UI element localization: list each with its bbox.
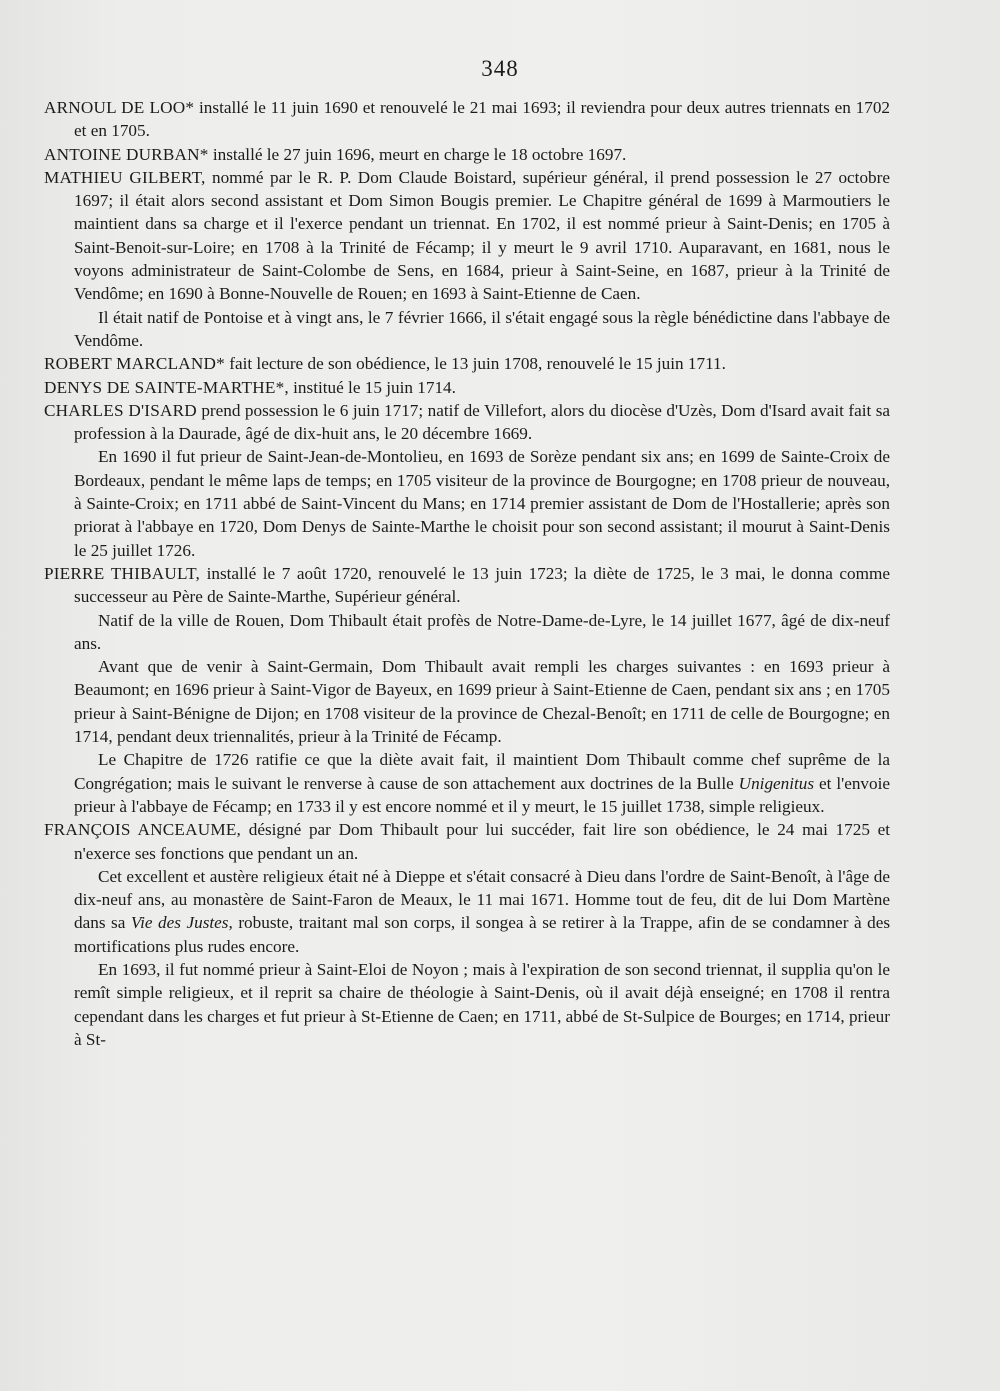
italic-title: Vie des Justes	[130, 913, 229, 933]
entry-paragraph: Cet excellent et austère religieux était né à Dieppe et s'était consacré à Dieu dans l'ordre de Saint-Benoît, à l'âge de dix-neuf ans, au monastère de Saint-Faron de Meaux, le 11 mai 1671. Homme tout de feu, dit de lui Dom Martène dans sa Vie des Justes, robuste, traitant mal son corps, il songea à se retirer à la Trappe, afin de se condamner à des mortifications plus rudes encore.	[74, 866, 891, 956]
entry-paragraph: Avant que de venir à Saint-Germain, Dom Thibault avait rempli les charges suivantes : en 1693 prieur à Beaumont; en 1696 prieur à Saint-Vigor de Bayeux, en 1699 prieur à Saint-Etienne de Caen, pendant six ans ; en 1705 prieur à Saint-Bénigne de Dijon; en 1708 visiteur de la province de Chezal-Benoît; en 1711 de celle de Bourgogne; en 1714, pendant deux triennalités, prieur à la Trinité de Fécamp.	[74, 657, 890, 747]
entry-first-paragraph: FRANÇOIS ANCEAUME, désigné par Dom Thibault pour lui succéder, fait lire son obédience, le 24 mai 1725 et n'exerce ses fonctions que pendant un an.	[44, 820, 891, 863]
entry-name: MATHIEU GILBERT,	[44, 167, 206, 187]
entry-paragraph: Natif de la ville de Rouen, Dom Thibault était profès de Notre-Dame-de-Lyre, le 14 juillet 1677, âgé de dix-neuf ans.	[74, 610, 890, 653]
entry-name: DENYS DE SAINTE-MARTHE*,	[44, 377, 289, 397]
page-number: 348	[481, 56, 519, 81]
entry	[44, 562, 890, 818]
entry-name: PIERRE THIBAULT,	[44, 563, 201, 583]
entry-name: FRANÇOIS ANCEAUME,	[44, 820, 242, 840]
entry	[44, 376, 890, 399]
italic-title: Unigenitus	[738, 773, 815, 793]
entry-first-paragraph: ARNOUL DE LOO* installé le 11 juin 1690 et renouvelé le 21 mai 1693; il reviendra pour deux autres triennats en 1702 et en 1705.	[44, 98, 891, 141]
entry	[44, 352, 890, 375]
entry-paragraph: Le Chapitre de 1726 ratifie ce que la diète avait fait, il maintient Dom Thibault comme chef suprême de la Congrégation; mais le suivant le renverse à cause de son attachement aux doctrines de la Bulle Unigenitus et l'envoie prieur à l'abbaye de Fécamp; en 1733 il y est encore nommé et il y meurt, le 15 juillet 1738, simple religieux.	[74, 750, 891, 816]
entry-name: ROBERT MARCLAND*	[44, 354, 225, 374]
entry	[44, 399, 890, 562]
entry-paragraph: En 1693, il fut nommé prieur à Saint-Eloi de Noyon ; mais à l'expiration de son second triennat, il supplia qu'on le remît simple religieux, et il reprit sa chaire de théologie à Saint-Denis, où il avait déjà enseigné; en 1708 il rentra cependant dans les charges et fut prieur à St-Etienne de Caen; en 1711, abbé de St-Sulpice de Bourges; en 1714, prieur à St-	[74, 959, 890, 1049]
entry-first-paragraph: CHARLES D'ISARD prend possession le 6 juin 1717; natif de Villefort, alors du diocèse d'Uzès, Dom d'Isard avait fait sa profession à la Daurade, âgé de dix-huit ans, le 20 décembre 1669.	[44, 400, 891, 444]
entry	[44, 143, 890, 166]
entry-name: ARNOUL DE LOO*	[44, 98, 195, 117]
entry-name: ANTOINE DURBAN*	[44, 144, 209, 164]
entry	[44, 166, 890, 352]
entry-name: CHARLES D'ISARD	[44, 400, 197, 420]
entry-paragraph: Il était natif de Pontoise et à vingt ans, le 7 février 1666, il s'était engagé sous la règle bénédictine dans l'abbaye de Vendôme.	[74, 307, 890, 350]
entry	[44, 96, 890, 143]
entry-first-paragraph: ROBERT MARCLAND* fait lecture de son obédience, le 13 juin 1708, renouvelé le 15 juin 1711.	[44, 354, 726, 374]
entry-first-paragraph: PIERRE THIBAULT, installé le 7 août 1720, renouvelé le 13 juin 1723; la diète de 1725, le 3 mai, le donna comme successeur au Père de Sainte-Marthe, Supérieur général.	[44, 563, 891, 607]
entry-first-paragraph: MATHIEU GILBERT, nommé par le R. P. Dom Claude Boistard, supérieur général, il prend possession le 27 octobre 1697; il était alors second assistant et Dom Simon Bougis premier. Le Chapitre général de 1699 à Marmoutiers le maintient dans sa charge et il l'exerce pendant un triennat. En 1702, il est nommé prieur à Saint-Denis; en 1705 à Saint-Benoit-sur-Loire; en 1708 à la Trinité de Fécamp; il y meurt le 9 avril 1710. Auparavant, en 1681, nous le voyons administrateur de Saint-Colombe de Sens, en 1684, prieur à Saint-Seine, en 1687, prieur à la Trinité de Vendôme; en 1690 à Bonne-Nouvelle de Rouen; en 1693 à Saint-Etienne de Caen.	[44, 167, 890, 304]
text-body	[44, 96, 890, 1051]
entry-first-paragraph: ANTOINE DURBAN* installé le 27 juin 1696, meurt en charge le 18 octobre 1697.	[44, 144, 627, 164]
entry	[44, 818, 890, 1051]
entry-paragraph: En 1690 il fut prieur de Saint-Jean-de-Montolieu, en 1693 de Sorèze pendant six ans; en 1699 de Sainte-Croix de Bordeaux, pendant le même laps de temps; en 1705 visiteur de la province de Bourgogne; en 1708 prieur de nouveau, à Sainte-Croix; en 1711 abbé de Saint-Vincent du Mans; en 1714 premier assistant de Dom de l'Hostallerie; après son priorat à l'abbaye en 1720, Dom Denys de Sainte-Marthe le choisit pour son second assistant; il mourut à Saint-Denis le 25 juillet 1726.	[74, 447, 890, 560]
entry-first-paragraph: DENYS DE SAINTE-MARTHE*, institué le 15 juin 1714.	[44, 377, 456, 397]
